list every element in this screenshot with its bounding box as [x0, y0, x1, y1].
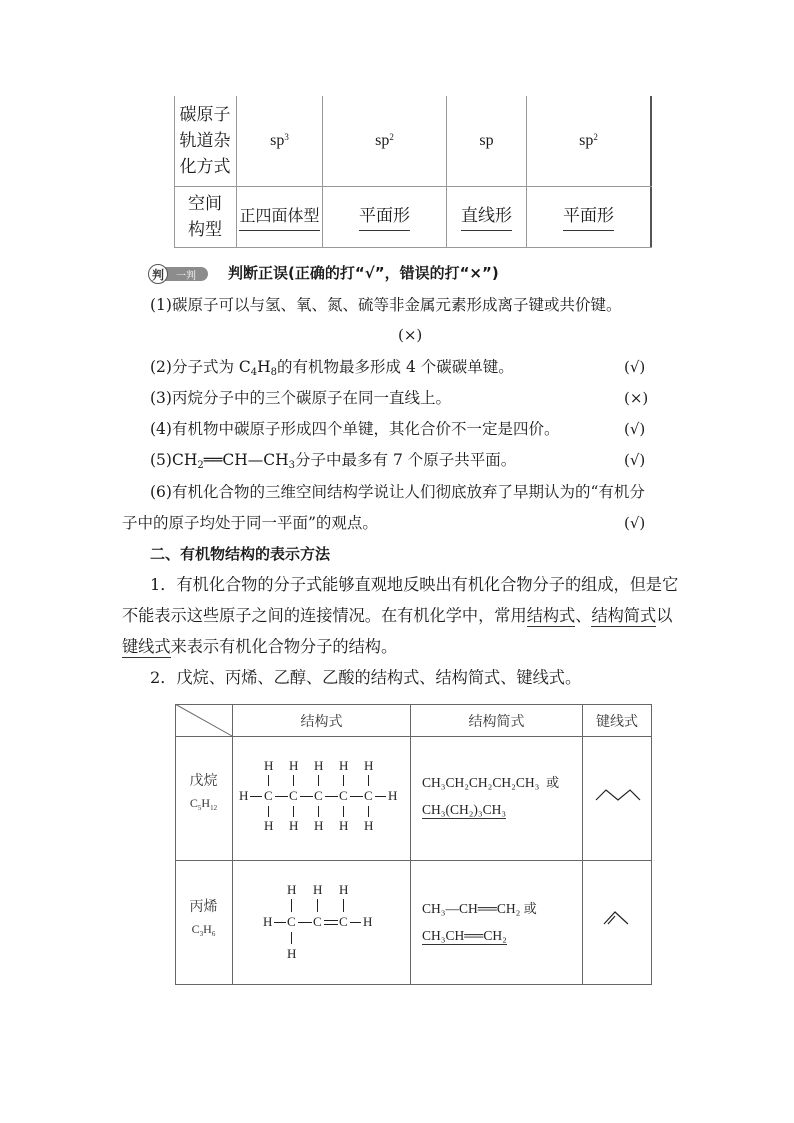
atom-h: H	[264, 758, 274, 773]
shape-linear: 直线形	[447, 187, 526, 247]
hybrid-benzene: $sp^2$	[579, 132, 598, 149]
judge-mark-1: (×)	[398, 326, 423, 344]
hybrid-methane: $sp^3$	[270, 132, 289, 149]
bond	[318, 806, 319, 817]
bond	[293, 806, 294, 817]
shape-header: 空间 构型	[188, 194, 222, 240]
atom-c: C	[313, 914, 322, 929]
bond	[250, 796, 262, 797]
atom-h: H	[364, 818, 374, 833]
judge-mark-6: (√)	[624, 514, 646, 532]
judge-item-6-line1: (6)有机化合物的三维空间结构学说让人们彻底放弃了早期认为的“有机分	[150, 483, 645, 501]
atom-h: H	[289, 758, 299, 773]
bond	[300, 796, 313, 797]
judge-mark-2: (√)	[624, 358, 646, 376]
atom-h: H	[388, 788, 398, 803]
bond	[375, 796, 386, 797]
atom-h: H	[339, 882, 349, 897]
propene-structural-formula	[261, 882, 391, 964]
atom-c: C	[339, 914, 348, 929]
atom-h: H	[264, 818, 274, 833]
bond	[293, 775, 294, 786]
bond	[325, 796, 338, 797]
atom-h: H	[289, 818, 299, 833]
hybridization-table	[174, 96, 652, 248]
atom-c: C	[264, 788, 273, 803]
bond	[368, 806, 369, 817]
pentane-skeletal-formula	[594, 784, 642, 804]
bond	[350, 796, 363, 797]
header-skeletal-formula: 键线式	[596, 713, 638, 730]
propene-condensed-1: CH₃—CH══CH₂ 或	[422, 901, 537, 917]
header-diagonal	[175, 704, 233, 737]
atom-c: C	[339, 788, 348, 803]
structure-table	[175, 704, 652, 985]
shape-planar-1: 平面形	[323, 187, 446, 247]
propene-skeletal-formula	[602, 908, 630, 926]
hybrid-acetylene: sp	[479, 132, 494, 149]
atom-h: H	[339, 758, 349, 773]
judge-item-1: (1)碳原子可以与氢、氧、氮、硫等非金属元素形成离子键或共价键。	[150, 296, 622, 314]
bond	[291, 899, 292, 912]
atom-h: H	[314, 758, 324, 773]
bond	[324, 920, 338, 921]
atom-h: H	[364, 758, 374, 773]
atom-h: H	[339, 818, 349, 833]
pentane-structural-formula	[237, 758, 407, 838]
header-structural-formula: 结构式	[300, 713, 343, 730]
bond	[350, 922, 361, 923]
shape-tetrahedral: 正四面体型	[237, 187, 322, 247]
propene-condensed-2: CH₃CH══CH₂	[422, 928, 507, 943]
section-p2: 2．戊烷、丙烯、乙醇、乙酸的结构式、结构简式、键线式。	[150, 668, 582, 687]
bond	[317, 899, 318, 912]
atom-h: H	[363, 914, 373, 929]
bond	[343, 775, 344, 786]
bond	[268, 775, 269, 786]
bond	[324, 924, 338, 925]
atom-c: C	[287, 914, 296, 929]
section-p1-line1: 1．有机化合物的分子式能够直观地反映出有机化合物分子的组成，但是它	[150, 575, 679, 594]
judge-badge	[148, 264, 210, 284]
bond	[368, 775, 369, 786]
bond	[318, 775, 319, 786]
judge-title: 判断正误(正确的打“√”，错误的打“×”)	[228, 264, 499, 282]
judge-badge-label: 一判	[164, 267, 208, 281]
atom-h: H	[287, 946, 297, 961]
judge-item-4: (4)有机物中碳原子形成四个单键，其化合价不一定是四价。	[150, 420, 560, 438]
judge-item-2: (2)分子式为 $C_4H_8$的有机物最多形成 4 个碳碳单键。	[150, 358, 514, 378]
judge-item-6-line2: 子中的原子均处于同一平面”的观点。	[122, 514, 378, 532]
atom-c: C	[314, 788, 323, 803]
atom-c: C	[364, 788, 373, 803]
bond	[275, 796, 288, 797]
pentane-condensed-2: CH₃(CH₂)₃CH₃	[422, 802, 507, 817]
atom-c: C	[289, 788, 298, 803]
shape-planar-2: 平面形	[527, 187, 650, 247]
bond	[268, 806, 269, 817]
bond	[291, 932, 292, 944]
judge-mark-3: (×)	[624, 389, 649, 407]
row-propene-name: 丙烯 $C_3H_6$	[189, 899, 218, 938]
judge-badge-icon: 判	[148, 264, 168, 284]
bond	[343, 899, 344, 912]
bond	[343, 806, 344, 817]
atom-h: H	[287, 882, 297, 897]
atom-h: H	[313, 882, 323, 897]
atom-h: H	[263, 914, 273, 929]
header-condensed-formula: 结构简式	[468, 713, 525, 730]
judge-item-3: (3)丙烷分子中的三个碳原子在同一直线上。	[150, 389, 451, 407]
hybrid-ethylene: $sp^2$	[375, 132, 394, 149]
atom-h: H	[314, 818, 324, 833]
judge-item-5: $(5)CH_2══CH—CH_3$分子中最多有 7 个原子共平面。	[150, 451, 517, 471]
section-heading: 二、有机物结构的表示方法	[150, 545, 331, 563]
judge-mark-5: (√)	[624, 451, 646, 469]
judge-mark-4: (√)	[624, 420, 646, 438]
pentane-condensed-1: CH₃CH₂CH₂CH₂CH₃ 或	[422, 775, 560, 791]
row-pentane-name: 戊烷 $C_5H_{12}$	[189, 773, 218, 812]
atom-h: H	[239, 788, 249, 803]
bond	[274, 922, 286, 923]
section-p1-line3: 键线式来表示有机化合物分子的结构。	[122, 637, 398, 656]
hybridization-header: 碳原子 轨道杂 化方式	[179, 105, 231, 177]
bond	[298, 922, 312, 923]
section-p1-line2: 不能表示这些原子之间的连接情况。在有机化学中，常用结构式、结构简式以	[122, 606, 673, 625]
